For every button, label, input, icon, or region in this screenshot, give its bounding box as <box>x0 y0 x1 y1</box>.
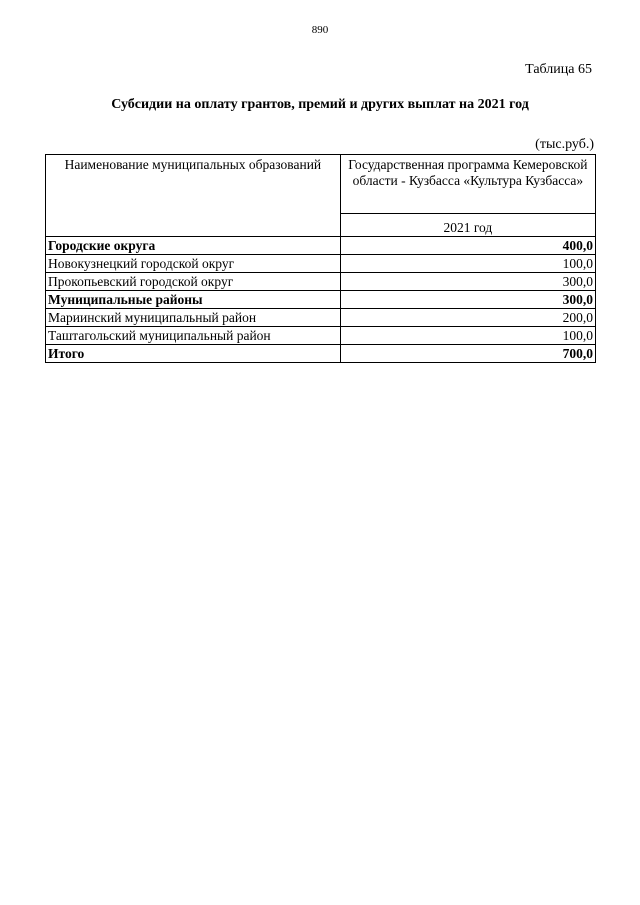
row-value: 200,0 <box>340 309 595 327</box>
header-year-column: 2021 год <box>340 214 595 237</box>
row-name: Мариинский муниципальный район <box>46 309 341 327</box>
page-number: 890 <box>311 24 329 36</box>
subsidies-table <box>45 154 596 363</box>
table-label: Таблица 65 <box>525 62 592 77</box>
header-name-column: Наименование муниципальных образований <box>46 155 341 237</box>
units-label: (тыс.руб.) <box>535 137 594 152</box>
table-row <box>46 327 596 345</box>
table-row <box>46 291 596 309</box>
row-value: 100,0 <box>340 327 595 345</box>
table-row <box>46 273 596 291</box>
row-name: Новокузнецкий городской округ <box>46 255 341 273</box>
table-row <box>46 237 596 255</box>
table-header-row <box>46 155 596 214</box>
row-name: Таштагольский муниципальный район <box>46 327 341 345</box>
row-name: Итого <box>46 345 341 363</box>
row-name: Муниципальные районы <box>46 291 341 309</box>
row-value: 300,0 <box>340 273 595 291</box>
row-value: 700,0 <box>340 345 595 363</box>
table-row <box>46 309 596 327</box>
row-value: 400,0 <box>340 237 595 255</box>
row-value: 100,0 <box>340 255 595 273</box>
row-value: 300,0 <box>340 291 595 309</box>
header-program-column: Государственная программа Кемеровской области - Кузбасса «Культура Кузбасса» <box>340 155 595 214</box>
row-name: Прокопьевский городской округ <box>46 273 341 291</box>
table-total-row <box>46 345 596 363</box>
document-title: Субсидии на оплату грантов, премий и других выплат на 2021 год <box>111 97 529 112</box>
row-name: Городские округа <box>46 237 341 255</box>
table-row <box>46 255 596 273</box>
